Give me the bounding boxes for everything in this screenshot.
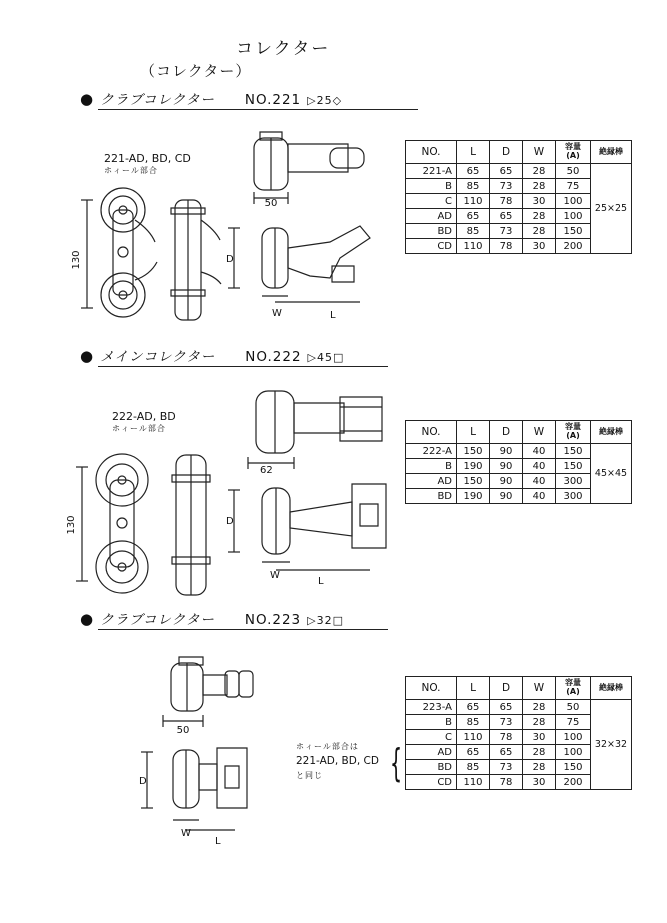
table-header-row — [406, 141, 632, 164]
col-no: NO. — [406, 141, 457, 164]
cell-no: BD — [406, 760, 457, 775]
cell-d: 78 — [490, 239, 523, 254]
cell-capacity: 100 — [556, 745, 591, 760]
page-subtitle: （コレクター） — [140, 62, 252, 80]
cell-d: 78 — [490, 194, 523, 209]
cell-w: 40 — [523, 444, 556, 459]
cell-d: 73 — [490, 760, 523, 775]
col-l: L — [457, 677, 490, 700]
table-header-row — [406, 677, 632, 700]
col-w: W — [523, 141, 556, 164]
cell-no: B — [406, 459, 457, 474]
col-d: D — [490, 677, 523, 700]
profile-code: ▷25◇ — [307, 94, 343, 107]
cell-capacity: 50 — [556, 164, 591, 179]
section-name: メインコレクター — [100, 349, 216, 365]
width-dimension: 50 — [176, 725, 190, 736]
wheel-note-line3: と同じ — [296, 771, 323, 781]
table-row — [406, 444, 632, 459]
cell-insulator: 25×25 — [591, 164, 632, 254]
cell-w: 28 — [523, 760, 556, 775]
cell-l: 110 — [457, 775, 490, 790]
wheel-note-line1: ホィール部合は — [296, 742, 359, 751]
cell-insulator: 32×32 — [591, 700, 632, 790]
cell-w: 40 — [523, 489, 556, 504]
side-view-drawing-222 — [240, 385, 390, 475]
cell-l: 110 — [457, 194, 490, 209]
d-dimension: D — [226, 254, 234, 265]
height-dimension: 130 — [66, 515, 77, 535]
cell-no: 222-A — [406, 444, 457, 459]
cell-insulator: 45×45 — [591, 444, 632, 504]
cell-w: 28 — [523, 164, 556, 179]
cell-l: 110 — [457, 239, 490, 254]
brace-icon: { — [390, 741, 403, 785]
w-dimension: W — [181, 828, 191, 839]
wheel-note-models: 221-AD, BD, CD — [104, 152, 191, 165]
wheel-note-label: ホィール部合 — [112, 423, 166, 433]
cell-no: BD — [406, 489, 457, 504]
cell-capacity: 300 — [556, 474, 591, 489]
col-insulator: 絶縁棒 — [591, 421, 632, 444]
cell-w: 28 — [523, 179, 556, 194]
cell-no: B — [406, 715, 457, 730]
section-name: クラブコレクター — [100, 92, 215, 108]
cell-capacity: 100 — [556, 194, 591, 209]
cell-capacity: 150 — [556, 459, 591, 474]
cell-d: 65 — [490, 745, 523, 760]
profile-code: ▷45□ — [307, 351, 345, 364]
cell-no: 221-A — [406, 164, 457, 179]
table-row — [406, 164, 632, 179]
cell-d: 73 — [490, 715, 523, 730]
cell-no: AD — [406, 209, 457, 224]
wheel-front-drawing-221 — [71, 180, 225, 330]
cell-w: 30 — [523, 730, 556, 745]
cell-l: 85 — [457, 179, 490, 194]
page-title: コレクター — [236, 39, 331, 59]
cell-capacity: 75 — [556, 179, 591, 194]
cell-d: 78 — [490, 730, 523, 745]
cell-no: C — [406, 730, 457, 745]
side-view-drawing-223 — [155, 655, 265, 735]
cell-no: AD — [406, 745, 457, 760]
cell-capacity: 150 — [556, 224, 591, 239]
cell-capacity: 75 — [556, 715, 591, 730]
cell-l: 190 — [457, 489, 490, 504]
spec-table-222 — [405, 420, 632, 504]
bullet-icon: ● — [80, 347, 95, 365]
d-dimension: D — [226, 516, 234, 527]
col-insulator: 絶縁棒 — [591, 677, 632, 700]
cell-l: 65 — [457, 745, 490, 760]
wheel-front-drawing-222 — [66, 445, 232, 605]
cell-capacity: 150 — [556, 760, 591, 775]
cell-l: 110 — [457, 730, 490, 745]
cell-l: 85 — [457, 760, 490, 775]
d-dimension: D — [139, 776, 147, 787]
section-heading-221 — [80, 88, 342, 108]
bullet-icon: ● — [80, 610, 95, 628]
col-capacity: 容量 (A) — [556, 677, 591, 700]
cell-d: 90 — [490, 459, 523, 474]
col-l: L — [457, 141, 490, 164]
cell-l: 150 — [457, 474, 490, 489]
section-heading-223 — [80, 608, 344, 628]
wheel-note-line2: 221-AD, BD, CD — [296, 755, 379, 767]
cell-d: 90 — [490, 444, 523, 459]
section-underline — [98, 109, 418, 110]
height-dimension: 130 — [71, 250, 82, 270]
w-dimension: W — [270, 570, 280, 581]
cell-l: 85 — [457, 715, 490, 730]
section-name: クラブコレクター — [100, 612, 215, 628]
model-number: NO.221 — [244, 92, 302, 108]
col-d: D — [490, 141, 523, 164]
width-dimension: 50 — [264, 198, 278, 209]
side-view-drawing-221 — [240, 128, 385, 208]
col-no: NO. — [406, 677, 457, 700]
cell-no: BD — [406, 224, 457, 239]
col-l: L — [457, 421, 490, 444]
cell-capacity: 200 — [556, 239, 591, 254]
top-view-drawing-222 — [222, 478, 397, 593]
profile-code: ▷32□ — [307, 614, 344, 627]
model-number: NO.223 — [244, 612, 302, 628]
wheel-note-models: 222-AD, BD — [112, 410, 176, 423]
top-view-drawing-221 — [220, 218, 390, 328]
cell-d: 90 — [490, 474, 523, 489]
width-dimension: 62 — [260, 465, 273, 476]
cell-d: 65 — [490, 164, 523, 179]
cell-w: 40 — [523, 459, 556, 474]
cell-w: 30 — [523, 194, 556, 209]
cell-capacity: 100 — [556, 730, 591, 745]
spec-table-221 — [405, 140, 632, 254]
cell-capacity: 150 — [556, 444, 591, 459]
cell-d: 73 — [490, 224, 523, 239]
col-w: W — [523, 677, 556, 700]
cell-d: 65 — [490, 209, 523, 224]
cell-capacity: 200 — [556, 775, 591, 790]
cell-no: 223-A — [406, 700, 457, 715]
table-row — [406, 700, 632, 715]
col-no: NO. — [406, 421, 457, 444]
cell-w: 28 — [523, 745, 556, 760]
cell-l: 150 — [457, 444, 490, 459]
cell-d: 65 — [490, 700, 523, 715]
wheel-note-223 — [296, 742, 379, 781]
cell-w: 40 — [523, 474, 556, 489]
cell-l: 190 — [457, 459, 490, 474]
cell-no: AD — [406, 474, 457, 489]
cell-capacity: 100 — [556, 209, 591, 224]
wheel-note-221 — [104, 152, 191, 176]
l-dimension: L — [318, 576, 324, 587]
spec-table-223 — [405, 676, 632, 790]
cell-no: B — [406, 179, 457, 194]
col-capacity: 容量 (A) — [556, 421, 591, 444]
col-capacity: 容量 (A) — [556, 141, 591, 164]
l-dimension: L — [215, 836, 221, 847]
cell-no: CD — [406, 239, 457, 254]
table-header-row — [406, 421, 632, 444]
cell-capacity: 300 — [556, 489, 591, 504]
bullet-icon: ● — [80, 90, 95, 108]
cell-l: 65 — [457, 164, 490, 179]
cell-w: 30 — [523, 239, 556, 254]
cell-l: 65 — [457, 209, 490, 224]
section-underline — [98, 629, 388, 630]
cell-capacity: 50 — [556, 700, 591, 715]
cell-d: 78 — [490, 775, 523, 790]
l-dimension: L — [330, 310, 336, 321]
cell-l: 85 — [457, 224, 490, 239]
col-insulator: 絶縁棒 — [591, 141, 632, 164]
model-number: NO.222 — [245, 349, 302, 365]
wheel-note-label: ホィール部合 — [104, 165, 158, 175]
cell-w: 28 — [523, 700, 556, 715]
cell-no: C — [406, 194, 457, 209]
section-heading-222 — [80, 345, 344, 365]
top-view-drawing-223 — [135, 740, 270, 850]
col-w: W — [523, 421, 556, 444]
wheel-note-222 — [112, 410, 176, 434]
section-underline — [98, 366, 388, 367]
cell-l: 65 — [457, 700, 490, 715]
cell-w: 28 — [523, 715, 556, 730]
cell-no: CD — [406, 775, 457, 790]
cell-w: 30 — [523, 775, 556, 790]
cell-w: 28 — [523, 224, 556, 239]
cell-d: 90 — [490, 489, 523, 504]
cell-d: 73 — [490, 179, 523, 194]
w-dimension: W — [272, 308, 282, 319]
cell-w: 28 — [523, 209, 556, 224]
col-d: D — [490, 421, 523, 444]
